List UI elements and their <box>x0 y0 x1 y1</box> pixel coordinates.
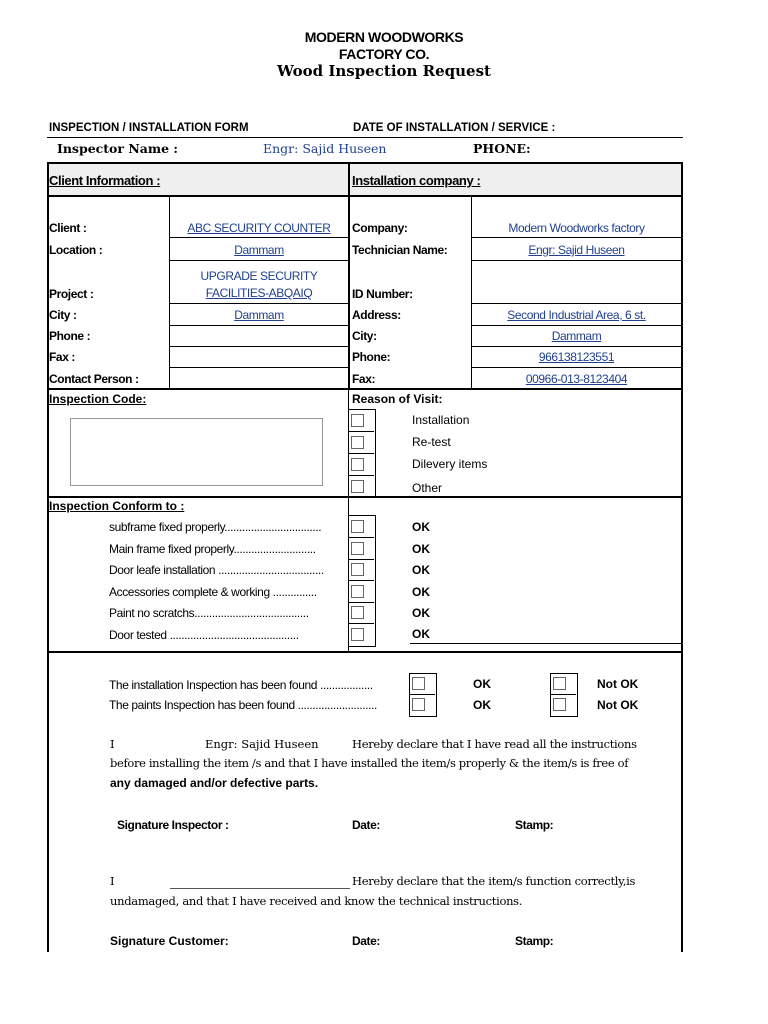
installation-ok-checkbox[interactable] <box>412 677 425 690</box>
declaration-inspector-text3: any damaged and/or defective parts. <box>110 776 319 790</box>
installation-city-label: City: <box>352 329 377 343</box>
conform-paint-checkbox[interactable] <box>351 606 364 619</box>
conform-heading: Inspection Conform to : <box>49 499 185 513</box>
city-value[interactable]: Dammam <box>234 308 284 322</box>
signature-customer-label: Signature Customer: <box>110 934 229 948</box>
declaration-i: I <box>110 737 115 751</box>
project-value-line2[interactable]: FACILITIES-ABQAIQ <box>205 286 313 300</box>
client-fax-label: Fax : <box>49 350 76 364</box>
declaration-inspector-text2: before installing the item /s and that I have installed the item/s properly & the item/s is free of <box>110 756 629 770</box>
paints-notok-label: Not OK <box>597 698 639 712</box>
conform-item-door-tested: Door tested ............................................ <box>109 628 299 642</box>
conform-subframe-checkbox[interactable] <box>351 520 364 533</box>
conform-status-subframe: OK <box>412 520 430 534</box>
conform-item-subframe: subframe fixed properly................................. <box>109 520 322 534</box>
declaration-inspector-name: Engr: Sajid Huseen <box>205 737 319 751</box>
conform-item-mainframe: Main frame fixed properly............................ <box>109 542 316 556</box>
installation-notok-label: Not OK <box>597 677 639 691</box>
project-label: Project : <box>49 287 94 301</box>
installation-inspection-line: The installation Inspection has been found .................. <box>109 678 373 692</box>
company-label: Company: <box>352 221 408 235</box>
inspector-stamp-label: Stamp: <box>515 818 554 832</box>
technician-value[interactable]: Engr: Sajid Huseen <box>528 243 625 257</box>
paints-notok-checkbox[interactable] <box>553 698 566 711</box>
conform-item-door-leafe: Door leafe installation .................................... <box>109 563 324 577</box>
contact-person-label: Contact Person : <box>49 372 139 386</box>
conform-mainframe-checkbox[interactable] <box>351 542 364 555</box>
company-name-line1: MODERN WOODWORKS <box>304 29 464 45</box>
customer-stamp-label: Stamp: <box>515 934 554 948</box>
installation-ok-label: OK <box>473 677 491 691</box>
address-value[interactable]: Second Industrial Area, 6 st. <box>507 308 646 322</box>
reason-option-other: Other <box>412 481 443 495</box>
paints-ok-checkbox[interactable] <box>412 698 425 711</box>
technician-label: Technician Name: <box>352 243 448 257</box>
installation-fax-value[interactable]: 00966-013-8123404 <box>525 372 628 386</box>
date-of-installation-label: DATE OF INSTALLATION / SERVICE : <box>353 122 556 134</box>
conform-item-accessories: Accessories complete & working ............... <box>109 585 317 599</box>
client-value[interactable]: ABC SECURITY COUNTER <box>187 221 331 235</box>
location-label: Location : <box>49 243 103 257</box>
company-value[interactable]: Modern Woodworks factory <box>508 221 645 235</box>
conform-door-leafe-checkbox[interactable] <box>351 563 364 576</box>
id-number-label: ID Number: <box>352 287 413 301</box>
conform-status-door-leafe: OK <box>412 563 430 577</box>
reason-option-retest: Re-test <box>412 435 451 449</box>
conform-accessories-checkbox[interactable] <box>351 585 364 598</box>
conform-status-paint: OK <box>412 606 430 620</box>
reason-option-installation: Installation <box>412 413 470 427</box>
conform-status-door-tested: OK <box>412 627 430 641</box>
inspection-code-box[interactable] <box>70 418 323 486</box>
customer-declaration-text2: undamaged, and that I have received and know the technical instructions. <box>110 894 523 908</box>
conform-item-paint: Paint no scratchs....................................... <box>109 606 309 620</box>
customer-declaration-text1: Hereby declare that the item/s function correctly,is <box>352 874 636 888</box>
installation-phone-label: Phone: <box>352 350 391 364</box>
installation-notok-checkbox[interactable] <box>553 677 566 690</box>
installation-fax-label: Fax: <box>352 372 376 386</box>
inspector-name-value[interactable]: Engr: Sajid Huseen <box>263 141 387 156</box>
installation-company-heading: Installation company : <box>352 173 481 188</box>
client-label: Client : <box>49 221 87 235</box>
reason-installation-checkbox[interactable] <box>351 414 364 427</box>
client-phone-label: Phone : <box>49 329 91 343</box>
paints-ok-label: OK <box>473 698 491 712</box>
conform-door-tested-checkbox[interactable] <box>351 628 364 641</box>
installation-phone-value[interactable]: 966138123551 <box>538 350 615 364</box>
inspector-name-label: Inspector Name : <box>57 141 178 156</box>
reason-retest-checkbox[interactable] <box>351 436 364 449</box>
client-info-heading: Client Information : <box>49 173 161 188</box>
conform-status-mainframe: OK <box>412 542 430 556</box>
declaration-inspector-text1: Hereby declare that I have read all the instructions <box>352 737 637 751</box>
phone-label: PHONE: <box>473 141 531 156</box>
project-value-line1[interactable]: UPGRADE SECURITY <box>200 269 318 283</box>
reason-option-delivery: Dilevery items <box>412 457 488 471</box>
installation-city-value[interactable]: Dammam <box>551 329 602 343</box>
city-label: City : <box>49 308 77 322</box>
reason-delivery-checkbox[interactable] <box>351 458 364 471</box>
inspector-date-label: Date: <box>352 818 381 832</box>
customer-date-label: Date: <box>352 934 381 948</box>
inspection-code-heading: Inspection Code: <box>49 392 147 406</box>
signature-inspector-label: Signature Inspector : <box>117 818 229 832</box>
company-name-line2: FACTORY CO. <box>338 46 430 62</box>
reason-other-checkbox[interactable] <box>351 480 364 493</box>
address-label: Address: <box>352 308 401 322</box>
reason-of-visit-heading: Reason of Visit: <box>352 392 443 406</box>
page-title: Wood Inspection Request <box>277 62 491 80</box>
paints-inspection-line: The paints Inspection has been found ........................... <box>109 698 377 712</box>
conform-status-accessories: OK <box>412 585 430 599</box>
customer-name-line[interactable] <box>170 888 350 889</box>
location-value[interactable]: Dammam <box>234 243 284 257</box>
customer-declaration-i: I <box>110 874 115 888</box>
form-label: INSPECTION / INSTALLATION FORM <box>49 122 249 134</box>
